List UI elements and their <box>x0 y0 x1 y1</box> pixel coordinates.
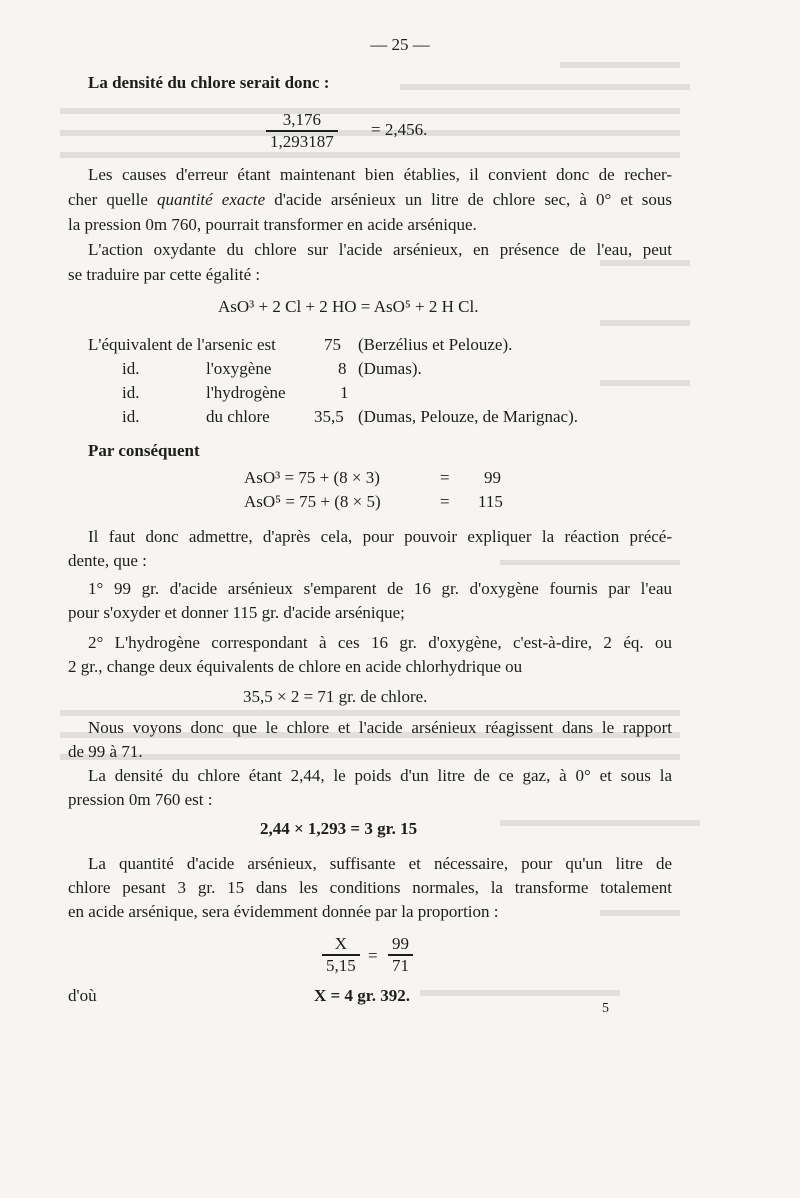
consequently-heading: Par conséquent <box>88 441 200 460</box>
calc-equals: = <box>440 492 450 511</box>
para3-line2: dente, que : <box>68 551 147 570</box>
equiv-source: (Dumas). <box>358 359 422 378</box>
fraction-denominator: 1,293187 <box>270 131 334 151</box>
item1-line2: pour s'oxyder et donner 115 gr. d'acide arsénique; <box>68 603 405 622</box>
equiv-value: 8 <box>338 359 347 378</box>
para1-line2-a: cher quelle <box>68 190 157 209</box>
para4-line1: Nous voyons donc que le chlore et l'acide arsénieux réagissent dans le rapport <box>88 718 672 737</box>
para2-line1: L'action oxydante du chlore sur l'acide arsénieux, en présence de l'eau, peut <box>88 240 672 259</box>
equiv-label: id. <box>122 359 140 378</box>
density-fraction <box>266 110 338 152</box>
calc-result: 99 <box>484 468 501 487</box>
equiv-value: 75 <box>324 335 341 354</box>
equiv-name: l'oxygène <box>206 359 272 378</box>
equiv-label: id. <box>122 383 140 402</box>
equiv-source: (Berzélius et Pelouze). <box>358 335 513 354</box>
para6-line3: en acide arsénique, sera évidemment donnée par la proportion : <box>68 902 499 921</box>
para1-line1 <box>88 164 672 186</box>
item1-line1: 1° 99 gr. d'acide arsénieux s'emparent de 16 gr. d'oxygène fournis par l'eau <box>88 579 672 598</box>
chemical-equation: AsO³ + 2 Cl + 2 HO = AsO⁵ + 2 H Cl. <box>218 297 479 316</box>
page-number: — 25 — <box>370 35 430 54</box>
para1-line3: la pression 0m 760, pourrait transformer en acide arsénique. <box>68 215 477 234</box>
para1-line1-start: Les causes d'erreur étant maintenant bien établies, il convient donc de <box>88 165 625 184</box>
fraction-numerator: 3,176 <box>282 110 321 129</box>
equiv-name: l'hydrogène <box>206 383 286 402</box>
item2-line1: 2° L'hydrogène correspondant à ces 16 gr. d'oxygène, c'est-à-dire, 2 éq. ou <box>88 633 672 652</box>
para2-line2: se traduire par cette égalité : <box>68 265 261 284</box>
para4-line2: de 99 à 71. <box>68 742 143 761</box>
calc-equals: = <box>440 468 450 487</box>
equiv-label: L'équivalent de l'arsenic est <box>88 335 276 354</box>
dou-label: d'où <box>68 986 97 1005</box>
signature-mark: 5 <box>602 1001 609 1016</box>
para1-emphasis: quantité exacte <box>156 190 266 209</box>
chlore-calculation: 35,5 × 2 = 71 gr. de chlore. <box>243 687 428 706</box>
calc-result: 115 <box>478 492 503 511</box>
para3-line1: Il faut donc admettre, d'après cela, pour pouvoir expliquer la réaction précé- <box>88 527 672 546</box>
proportion-equals: = <box>368 946 378 965</box>
equiv-value: 35,5 <box>314 407 344 426</box>
para1-line1-end: er- <box>653 165 672 184</box>
equiv-value: 1 <box>340 383 349 402</box>
proportion-right-denominator: 71 <box>392 955 409 975</box>
para5-line2: pression 0m 760 est : <box>68 790 213 809</box>
density-result: = 2,456. <box>371 120 428 139</box>
proportion-left-fraction <box>322 934 360 976</box>
proportion-left-denominator: 5,15 <box>326 955 356 975</box>
item2-line2: 2 gr., change deux équivalents de chlore en acide chlorhydrique ou <box>68 657 523 676</box>
para1-line2 <box>68 189 672 211</box>
proportion-right-fraction <box>388 934 413 976</box>
proportion-left-numerator: X <box>334 934 348 953</box>
equiv-source: (Dumas, Pelouze, de Marignac). <box>358 407 578 426</box>
equiv-label: id. <box>122 407 140 426</box>
para6-line1: La quantité d'acide arsénieux, suffisante et nécessaire, pour qu'un litre de <box>88 854 672 873</box>
density-intro: La densité du chlore serait donc : <box>88 73 330 92</box>
para6-line2: chlore pesant 3 gr. 15 dans les conditions normales, la transforme totalement <box>68 878 672 897</box>
equiv-name: du chlore <box>206 407 270 426</box>
weight-calculation: 2,44 × 1,293 = 3 gr. 15 <box>260 819 418 838</box>
final-result: X = 4 gr. 392. <box>314 986 410 1005</box>
calc-formula: AsO³ = 75 + (8 × 3) <box>244 468 380 487</box>
proportion-right-numerator: 99 <box>392 934 409 953</box>
para1-line2-b: d'acide arsénieux un litre de chlore sec, à 0° et sous <box>265 190 672 209</box>
para1-line1-word: rech <box>624 165 654 184</box>
para5-line1: La densité du chlore étant 2,44, le poids d'un litre de ce gaz, à 0° et sous la <box>88 766 672 785</box>
calc-formula: AsO⁵ = 75 + (8 × 5) <box>244 492 381 511</box>
